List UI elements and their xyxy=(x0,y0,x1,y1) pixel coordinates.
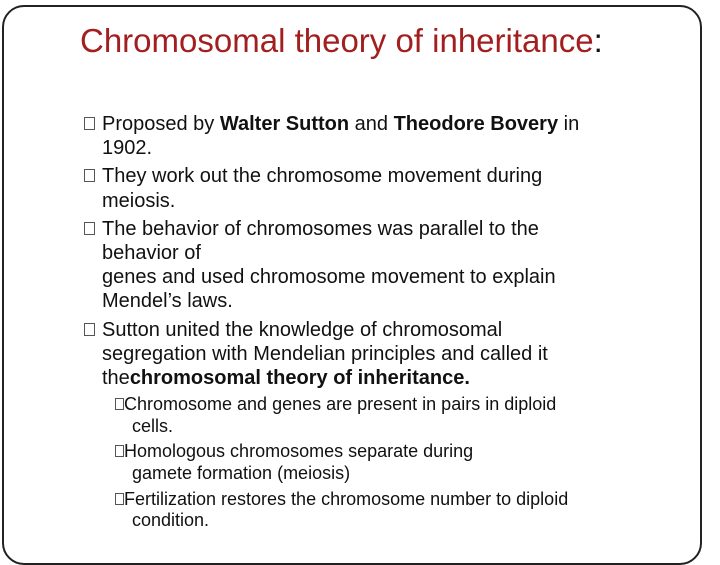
bullet-item-proposed xyxy=(84,112,684,160)
sub-bullet-line: Chromosome and genes are present in pairs in diploid xyxy=(124,394,557,415)
bullet-line xyxy=(102,366,684,390)
theory-name: chromosomal theory of inheritance. xyxy=(129,367,470,390)
bullet-box-icon xyxy=(84,222,95,235)
sub-bullet-pairs xyxy=(115,394,684,437)
bullet-line: segregation with Mendelian principles and called it xyxy=(102,342,548,365)
bullet-line: meiosis. xyxy=(102,189,176,212)
bullet-line: behavior of xyxy=(102,242,201,265)
sub-bullet-box-icon xyxy=(115,445,124,457)
bullet-line: 1902. xyxy=(102,137,153,160)
slide-title xyxy=(80,20,603,62)
sub-bullet-line: cells. xyxy=(132,415,174,436)
sub-bullet-box-icon xyxy=(115,493,124,505)
bullet-list xyxy=(84,112,684,532)
title-text: Chromosomal theory of inheritance xyxy=(80,22,594,59)
bullet-box-icon xyxy=(84,117,95,130)
sub-bullet-fertilization xyxy=(115,489,684,532)
title-colon: : xyxy=(593,22,603,59)
bullet-line: Sutton united the knowledge of chromosomal xyxy=(102,318,503,341)
scientist-name-bovery: Theodore Bovery xyxy=(393,113,559,135)
bullet-item-behavior xyxy=(84,217,684,314)
sub-bullet-line: condition. xyxy=(132,510,210,531)
bullet-box-icon xyxy=(84,323,95,336)
bullet-box-icon xyxy=(84,169,95,182)
sub-bullet-line: gamete formation (meiosis) xyxy=(132,463,351,484)
bullet-text: and xyxy=(349,113,394,135)
bullet-line: genes and used chromosome movement to explain xyxy=(102,266,556,289)
bullet-text: Proposed by xyxy=(102,113,220,135)
bullet-item-meiosis xyxy=(84,164,684,212)
bullet-line: Mendel’s laws. xyxy=(102,290,233,313)
sub-bullet-box-icon xyxy=(115,398,124,410)
bullet-line: They work out the chromosome movement during xyxy=(102,165,543,188)
sub-bullet-line: Homologous chromosomes separate during xyxy=(124,441,474,462)
sub-bullet-line: Fertilization restores the chromosome number to diploid xyxy=(124,488,569,509)
bullet-text: the xyxy=(102,367,130,390)
bullet-line: The behavior of chromosomes was parallel to the xyxy=(102,217,539,240)
bullet-item-sutton xyxy=(84,318,684,391)
bullet-text: in xyxy=(558,113,580,135)
scientist-name-sutton: Walter Sutton xyxy=(219,113,350,135)
sub-bullet-homologous xyxy=(115,441,684,484)
bullet-line xyxy=(102,112,684,136)
